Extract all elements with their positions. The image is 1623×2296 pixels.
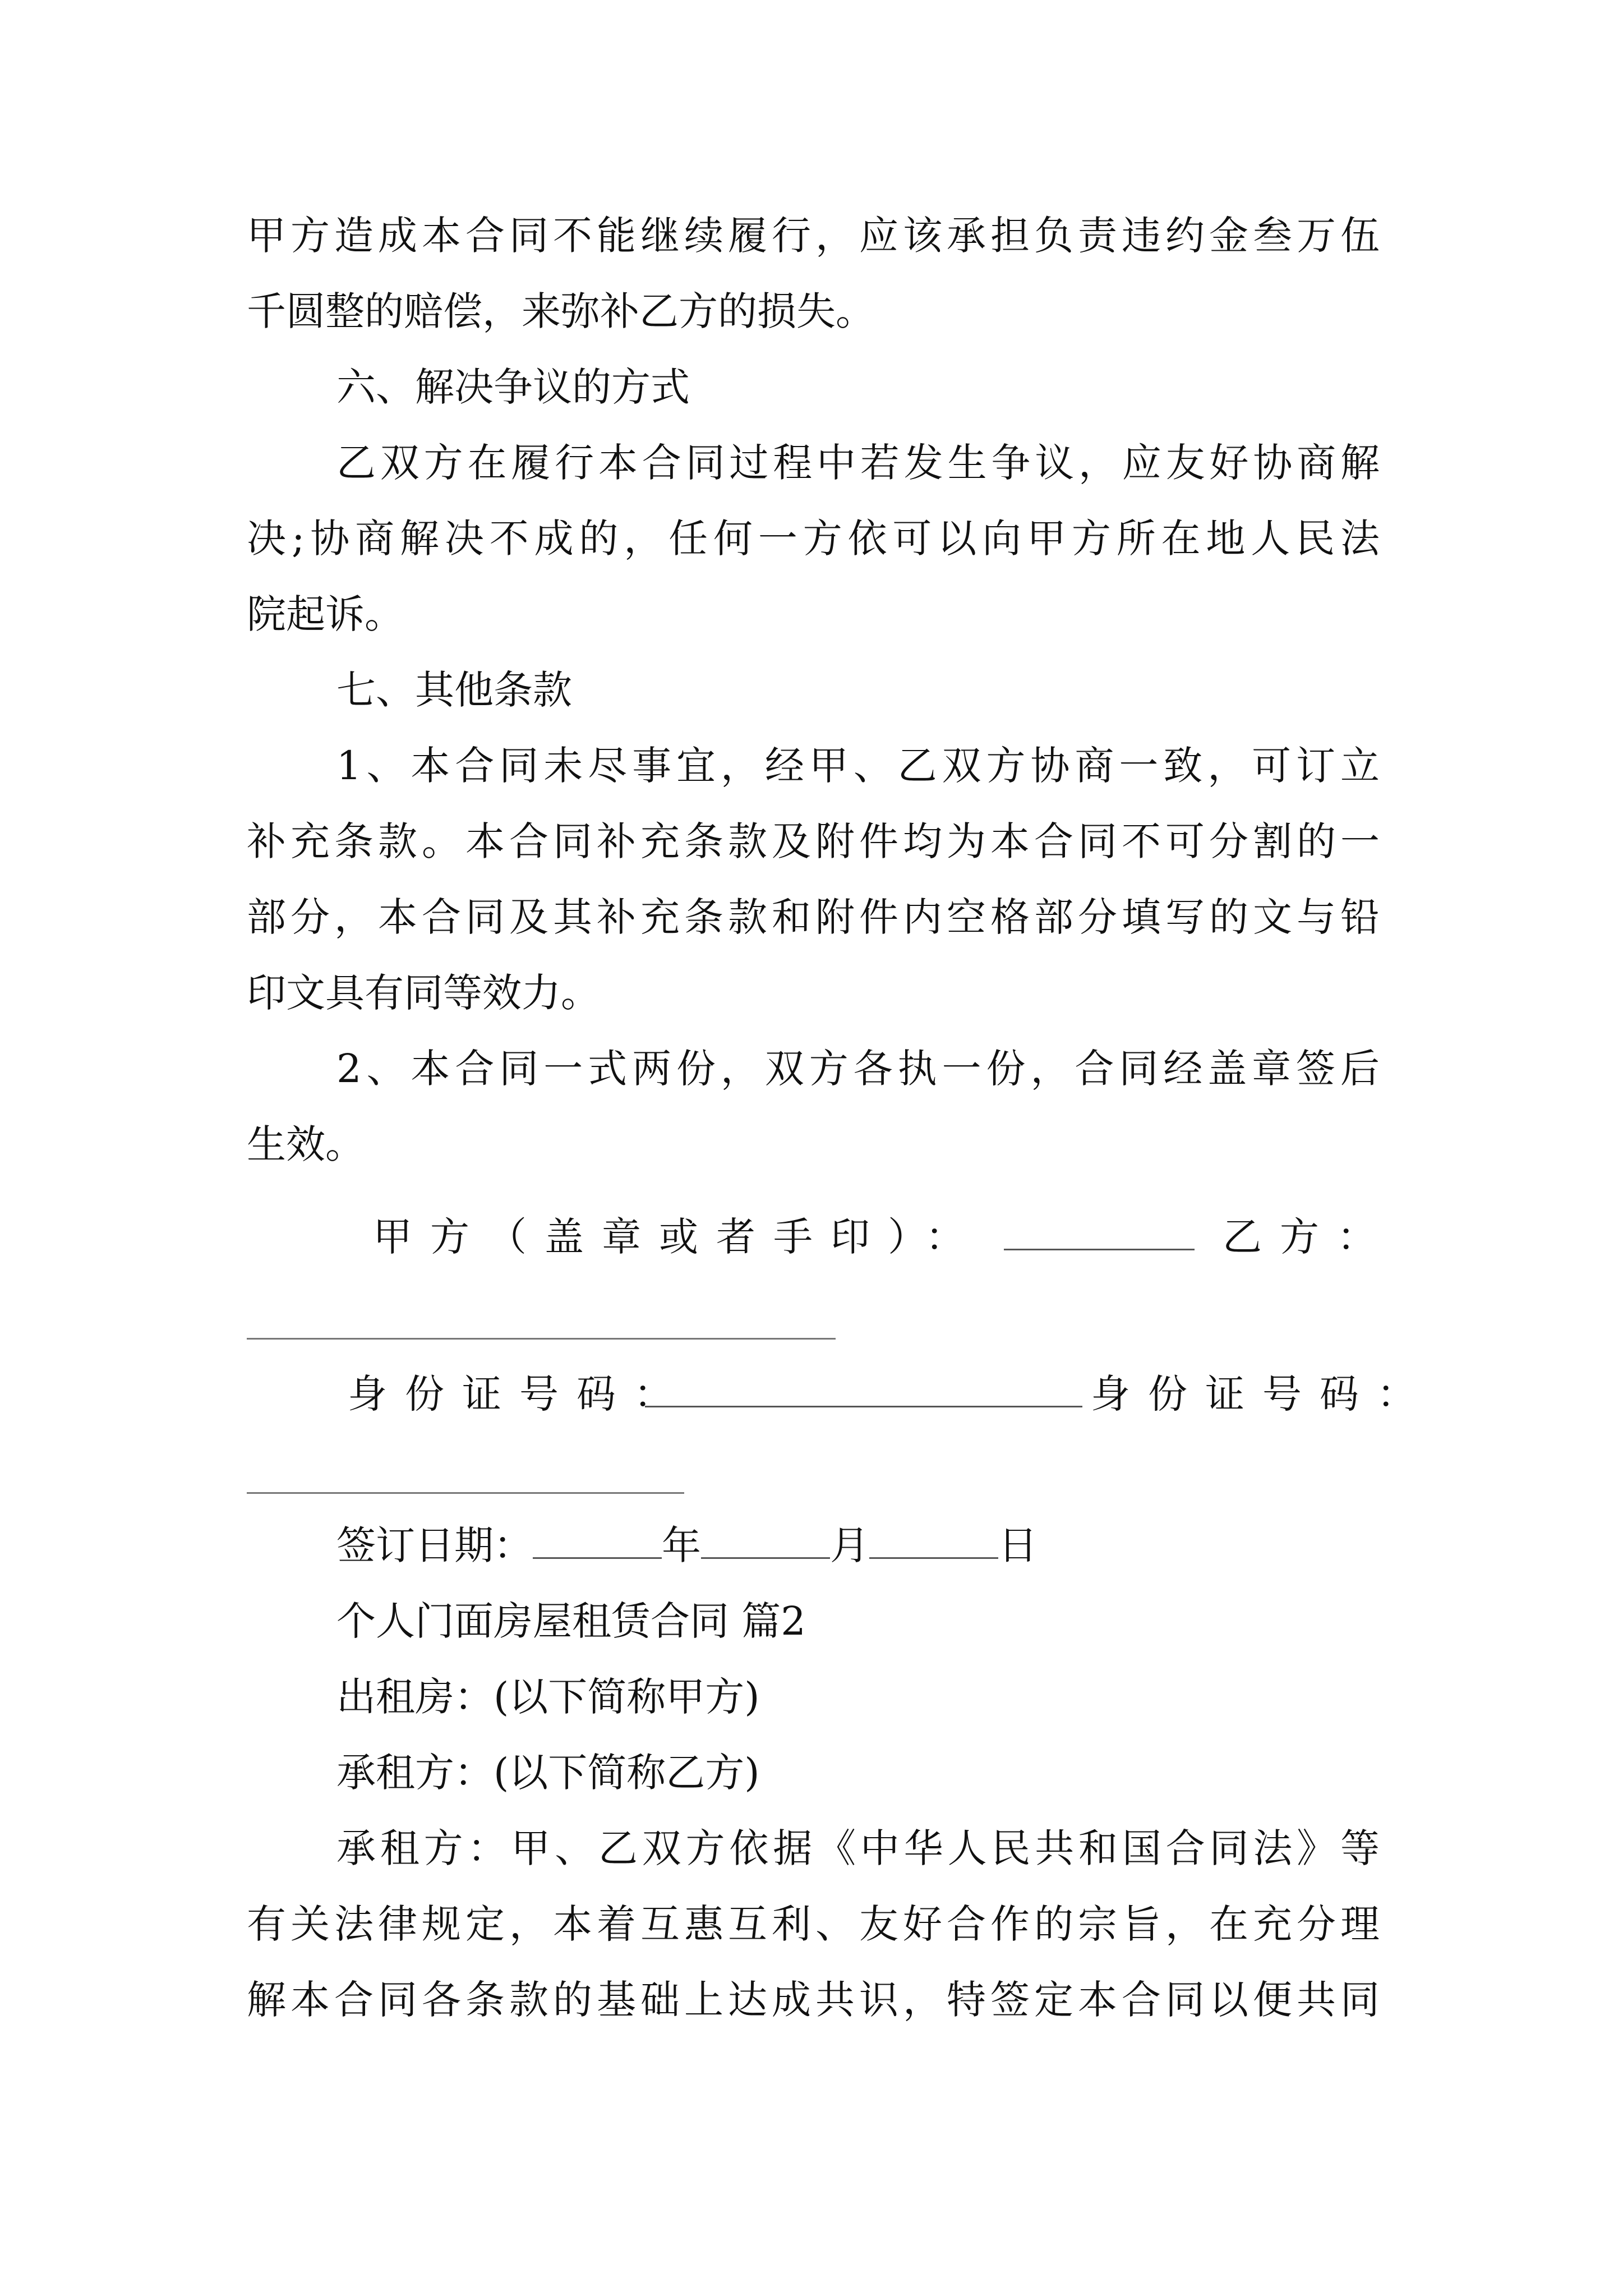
party-b-blank: [247, 1338, 836, 1340]
paragraph-line: 决;协商解决不成的，任何一方依可以向甲方所在地人民法: [247, 516, 1380, 562]
paragraph-line: 印文具有同等效力。: [247, 970, 600, 1016]
lessor-line: 出租房：(以下简称甲方): [336, 1674, 760, 1720]
id-b-label: 身份证号码：: [1091, 1371, 1434, 1417]
month-label: 月: [830, 1522, 869, 1568]
id-b-blank: [247, 1492, 684, 1494]
year-label: 年: [662, 1522, 701, 1568]
party-a-blank: [1004, 1212, 1195, 1262]
month-blank: [701, 1521, 830, 1559]
day-label: 日: [998, 1522, 1038, 1568]
paragraph-line: 解本合同各条款的基础上达成共识，特签定本合同以便共同: [247, 1977, 1380, 2023]
paragraph-line: 承租方：甲、乙双方依据《中华人民共和国合同法》等: [336, 1825, 1380, 1871]
year-blank: [533, 1521, 662, 1559]
lessee-line: 承租方：(以下简称乙方): [336, 1750, 760, 1796]
paragraph-line: 甲方造成本合同不能继续履行，应该承担负责违约金叁万伍: [247, 213, 1380, 259]
paragraph-line: 2、本合同一式两份，双方各执一份，合同经盖章签后: [336, 1046, 1380, 1092]
paragraph-line: 1、本合同未尽事宜，经甲、乙双方协商一致，可订立: [336, 743, 1380, 789]
paragraph-line: 院起诉。: [247, 591, 404, 637]
party-a-label: 甲方（盖章或者手印）：: [373, 1214, 983, 1260]
day-blank: [869, 1521, 998, 1559]
date-label: 签订日期：: [336, 1522, 533, 1568]
paragraph-line: 乙双方在履行本合同过程中若发生争议，应友好协商解: [336, 440, 1380, 486]
paragraph-line: 生效。: [247, 1121, 365, 1167]
section-heading-7: 七、其他条款: [336, 667, 572, 713]
paragraph-line: 补充条款。本合同补充条款及附件均为本合同不可分割的一: [247, 818, 1380, 864]
paragraph-line: 千圆整的赔偿，来弥补乙方的损失。: [247, 288, 875, 334]
party-b-label: 乙方：: [1223, 1214, 1394, 1260]
id-a-label: 身份证号码：: [348, 1371, 691, 1417]
section-heading-6: 六、解决争议的方式: [336, 364, 690, 410]
paragraph-line: 部分，本合同及其补充条款和附件内空格部分填写的文与铅: [247, 894, 1380, 940]
paragraph-line: 有关法律规定，本着互惠互利、友好合作的宗旨，在充分理: [247, 1901, 1380, 1947]
id-a-blank: [645, 1369, 1082, 1419]
contract-2-title: 个人门面房屋租赁合同 篇2: [336, 1598, 806, 1644]
sign-date-row: [336, 1520, 1038, 1571]
